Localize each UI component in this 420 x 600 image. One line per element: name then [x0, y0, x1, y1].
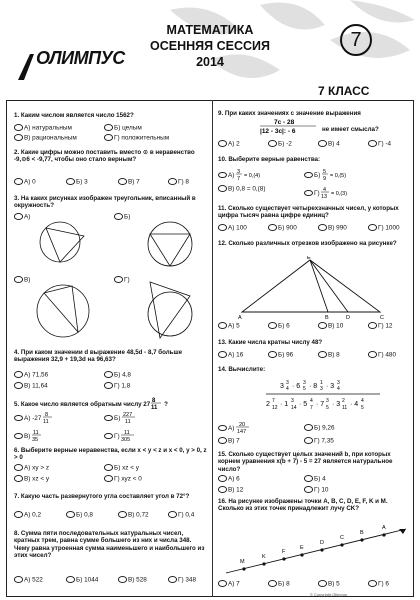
- svg-text:7: 7: [237, 176, 241, 181]
- q8-option-b[interactable]: Б) 1044: [66, 576, 98, 585]
- q3-figure-a: [34, 214, 90, 270]
- q7-option-a[interactable]: A) 0,2: [14, 511, 41, 520]
- copyright-footer: © Copyright Olimpus: [310, 592, 347, 597]
- subject-title: МАТЕМАТИКА: [166, 23, 254, 37]
- svg-text:11: 11: [33, 430, 39, 436]
- q8-option-c[interactable]: В) 528: [118, 576, 147, 585]
- q3-figure-c: [30, 278, 96, 344]
- question-12: 12. Сколько различных отрезков изображено на рисунке?: [218, 240, 397, 247]
- q3-figure-b: [140, 214, 200, 272]
- q4-option-b[interactable]: Б) 4,8: [104, 371, 131, 380]
- svg-text:5: 5: [303, 386, 306, 392]
- q12-segments-figure: [230, 256, 406, 320]
- q13-option-c[interactable]: В) 8: [318, 351, 340, 360]
- q3-option-a[interactable]: A): [14, 213, 30, 222]
- year-label: 2014: [196, 55, 224, 69]
- svg-text:11: 11: [124, 430, 131, 436]
- svg-text:305: 305: [121, 437, 131, 442]
- q3-figure-d: [140, 278, 200, 344]
- q12-option-b[interactable]: Б) 6: [268, 322, 290, 331]
- q9-option-a[interactable]: A) 2: [218, 140, 240, 149]
- svg-text:7: 7: [272, 398, 275, 404]
- svg-text:1: 1: [320, 380, 323, 386]
- svg-text:M: M: [240, 559, 245, 565]
- svg-text:K: K: [262, 554, 266, 560]
- q5-option-b[interactable]: Б) 227 11: [104, 410, 136, 424]
- q8-option-a[interactable]: A) 522: [14, 576, 43, 585]
- fraction-8-11: [150, 396, 164, 410]
- q9-option-d[interactable]: Г) -4: [368, 140, 391, 149]
- svg-text:B: B: [360, 530, 364, 536]
- svg-text:= 0,(4): = 0,(4): [244, 173, 261, 179]
- question-11: 11. Сколько существует четырехзначных чисел, у которых цифра тысяч равна цифре единиц?: [218, 205, 399, 220]
- svg-text:12: 12: [272, 405, 278, 411]
- q15-option-a[interactable]: A) 6: [218, 475, 240, 484]
- q9-option-b[interactable]: Б) -2: [268, 140, 292, 149]
- question-7: 7. Какую часть развернутого угла составляет угол в 72°?: [14, 493, 190, 500]
- q14-option-b[interactable]: Б) 9,26: [304, 424, 335, 433]
- svg-text:7c - 28: 7c - 28: [274, 119, 295, 126]
- logo-text: ОЛИМПУС: [36, 48, 125, 68]
- question-3: 3. На каких рисунках изображен треугольник, вписанный в окружность?: [14, 195, 196, 210]
- q13-option-d[interactable]: Г) 480: [368, 351, 396, 360]
- q12-option-a[interactable]: A) 5: [218, 322, 240, 331]
- svg-text:147: 147: [237, 429, 247, 434]
- svg-text:· 3: · 3: [332, 401, 341, 408]
- session-title: ОСЕННЯЯ СЕССИЯ: [150, 39, 270, 53]
- svg-text:3: 3: [280, 383, 284, 390]
- q1-option-a[interactable]: A) натуральным: [14, 124, 72, 133]
- question-10: 10. Выберите верные равенства:: [218, 156, 321, 163]
- q1-option-c[interactable]: В) рациональным: [14, 134, 77, 143]
- svg-text:4: 4: [337, 386, 340, 392]
- svg-text:8: 8: [45, 412, 49, 418]
- q14-option-a[interactable]: A) 20 147: [218, 420, 250, 434]
- q10-option-d[interactable]: Г) 4 13 = 0,(3): [304, 185, 355, 199]
- q16-option-b[interactable]: Б) 8: [268, 580, 290, 589]
- svg-text:3: 3: [286, 380, 289, 386]
- svg-text:9: 9: [323, 176, 327, 181]
- svg-text:3: 3: [237, 169, 241, 175]
- question-14: 14. Вычислите:: [218, 366, 266, 373]
- svg-text:2: 2: [266, 401, 270, 408]
- svg-text:· 3: · 3: [326, 383, 335, 390]
- svg-text:11: 11: [43, 419, 49, 424]
- q11-option-d[interactable]: Г) 1000: [368, 224, 400, 233]
- q2-option-b[interactable]: Б) 3: [66, 178, 88, 187]
- svg-text:4: 4: [323, 187, 327, 193]
- svg-text:3: 3: [320, 386, 323, 392]
- svg-text:2: 2: [342, 398, 345, 404]
- svg-text:= 0,(3): = 0,(3): [331, 191, 348, 197]
- q7-option-c[interactable]: В) 0,72: [118, 511, 149, 520]
- svg-text:C: C: [380, 315, 384, 320]
- svg-text:13: 13: [321, 194, 328, 199]
- svg-text:F: F: [282, 549, 286, 555]
- q12-option-d[interactable]: Г) 12: [368, 322, 392, 331]
- q6-option-b[interactable]: Б) xz < y: [104, 464, 139, 473]
- header-title: [130, 22, 290, 70]
- svg-text:3: 3: [326, 398, 329, 404]
- q14-expression: [262, 374, 392, 416]
- svg-text:· 4: · 4: [350, 401, 359, 408]
- q2-option-a[interactable]: A) 0: [14, 178, 36, 187]
- question-4: 4. При каком значении d выражение 48,5d - 8,7 больше выражения 32,9 + 19,3d на 96,63?: [14, 349, 183, 364]
- svg-text:· 6: · 6: [292, 383, 301, 390]
- q1-option-b[interactable]: Б) целым: [104, 124, 142, 133]
- q16-option-c[interactable]: В) 5: [318, 580, 340, 589]
- svg-text:14: 14: [291, 405, 297, 411]
- q15-option-d[interactable]: Г) 10: [304, 486, 328, 495]
- question-2: 2. Какие цифры можно поставить вместо ⊙ в неравенство -9,⊙6 < -9,77, чтобы оно стало верным?: [14, 149, 195, 164]
- q13-option-b[interactable]: Б) 96: [268, 351, 293, 360]
- svg-text:11: 11: [342, 405, 348, 411]
- question-9-tail: не имеет смысла?: [322, 126, 379, 133]
- q15-option-c[interactable]: В) 12: [218, 486, 243, 495]
- olimpus-logo: [8, 28, 128, 78]
- q11-option-b[interactable]: Б) 900: [268, 224, 297, 233]
- variant-number-badge: 7: [340, 24, 372, 56]
- q3-option-b[interactable]: Б): [114, 213, 130, 222]
- q16-option-d[interactable]: Г) 6: [368, 580, 389, 589]
- question-6: 6. Выберите верные неравенства, если x < y < z и x < 0, y > 0, z > 0: [14, 447, 207, 462]
- q3-option-d[interactable]: Г): [114, 276, 130, 285]
- q16-option-a[interactable]: A) 7: [218, 580, 240, 589]
- svg-text:D: D: [346, 315, 350, 320]
- svg-text:4: 4: [361, 398, 364, 404]
- q5-option-d[interactable]: Г) 11 305: [104, 428, 135, 442]
- q10-option-a[interactable]: A) 3 7 = 0,(4): [218, 167, 266, 181]
- q7-option-b[interactable]: Б) 0,8: [66, 511, 93, 520]
- question-13: 13. Какие числа кратны числу 48?: [218, 339, 323, 346]
- q8-option-d[interactable]: Г) 348: [168, 576, 196, 585]
- svg-text:227: 227: [123, 412, 133, 418]
- question-16: 16. На рисунке изображены точки A, B, C, D, E, F, K и M. Сколько из этих точек принадлежит лучу CK?: [218, 498, 388, 513]
- svg-text:E: E: [300, 545, 304, 551]
- svg-text:5: 5: [323, 169, 327, 175]
- svg-text:A: A: [238, 315, 242, 320]
- svg-text:11: 11: [125, 419, 131, 424]
- q5-option-c[interactable]: В) 11 35: [14, 428, 42, 442]
- q7-option-d[interactable]: Г) 0,4: [168, 511, 194, 520]
- q4-option-c[interactable]: В) 11,64: [14, 382, 48, 391]
- q11-option-c[interactable]: В) 990: [318, 224, 347, 233]
- q1-option-d[interactable]: Г) положительным: [104, 134, 169, 143]
- q4-option-d[interactable]: Г) 1,8: [104, 382, 130, 391]
- grade-label: 7 КЛАСС: [318, 84, 370, 98]
- svg-text:· 1: · 1: [280, 401, 289, 408]
- q10-option-c[interactable]: В) 0,8 = 0,(8): [218, 185, 265, 194]
- svg-text:· 5: · 5: [299, 401, 308, 408]
- svg-text:E: E: [307, 256, 311, 261]
- q4-option-a[interactable]: A) 71,56: [14, 371, 48, 380]
- svg-text:= 0,(5): = 0,(5): [330, 173, 347, 179]
- svg-text:4: 4: [286, 386, 289, 392]
- svg-text:A: A: [382, 525, 386, 531]
- q13-option-a[interactable]: A) 16: [218, 351, 243, 360]
- svg-text:· 7: · 7: [316, 401, 325, 408]
- svg-text:20: 20: [239, 422, 246, 428]
- q6-option-d[interactable]: Г) xyz < 0: [104, 475, 142, 484]
- svg-text:|12 - 3c|: - 6: |12 - 3c|: - 6: [260, 128, 296, 135]
- q16-ray-figure: [222, 521, 412, 577]
- svg-text:7: 7: [310, 405, 313, 411]
- q6-option-a[interactable]: A) xy > z: [14, 464, 49, 473]
- q12-option-c[interactable]: В) 10: [318, 322, 343, 331]
- question-8: 8. Сумма пяти последовательных натуральных чисел, кратных трем, равна сумме большего из них и числа 348. Чему равна утроенная сумма наименьшего и наибольшего из этих чисел?: [14, 530, 205, 559]
- svg-text:B: B: [325, 315, 329, 320]
- svg-text:35: 35: [32, 437, 39, 442]
- q11-option-a[interactable]: A) 100: [218, 224, 247, 233]
- svg-text:5: 5: [326, 405, 329, 411]
- svg-text:D: D: [320, 540, 324, 546]
- q2-option-c[interactable]: В) 7: [118, 178, 140, 187]
- q2-option-d[interactable]: Г) 8: [168, 178, 189, 187]
- svg-text:11: 11: [151, 405, 158, 410]
- question-5: 5. Какое число является обратным числу 27 8 11 ?: [14, 398, 168, 410]
- q5-option-a[interactable]: A) -27 8 11: [14, 410, 53, 424]
- svg-text:4: 4: [310, 398, 313, 404]
- q14-option-d[interactable]: Г) 7,35: [304, 437, 334, 446]
- svg-text:· 8: · 8: [309, 383, 318, 390]
- q9-expression: [258, 117, 320, 135]
- q15-option-b[interactable]: Б) 4: [304, 475, 326, 484]
- svg-text:3: 3: [291, 398, 294, 404]
- column-divider: [212, 100, 213, 597]
- q3-option-c[interactable]: В): [14, 276, 30, 285]
- q9-option-c[interactable]: В) 4: [318, 140, 340, 149]
- q6-option-c[interactable]: В) xz < y: [14, 475, 49, 484]
- svg-text:3: 3: [337, 380, 340, 386]
- question-1: 1. Каким числом является число 1562?: [14, 112, 134, 119]
- q14-option-c[interactable]: В) 7: [218, 437, 240, 446]
- svg-text:5: 5: [361, 405, 364, 411]
- svg-text:3: 3: [303, 380, 306, 386]
- question-9: 9. При каких значениях с значение выражения: [218, 110, 361, 117]
- question-15: 15. Сколько существует целых значений b, при которых корнем уравнения x(b + 7) - 5 = 27 является натуральное число?: [218, 451, 393, 473]
- q10-option-b[interactable]: Б) 5 9 = 0,(5): [304, 167, 352, 181]
- svg-text:C: C: [340, 535, 344, 541]
- svg-text:8: 8: [152, 398, 156, 404]
